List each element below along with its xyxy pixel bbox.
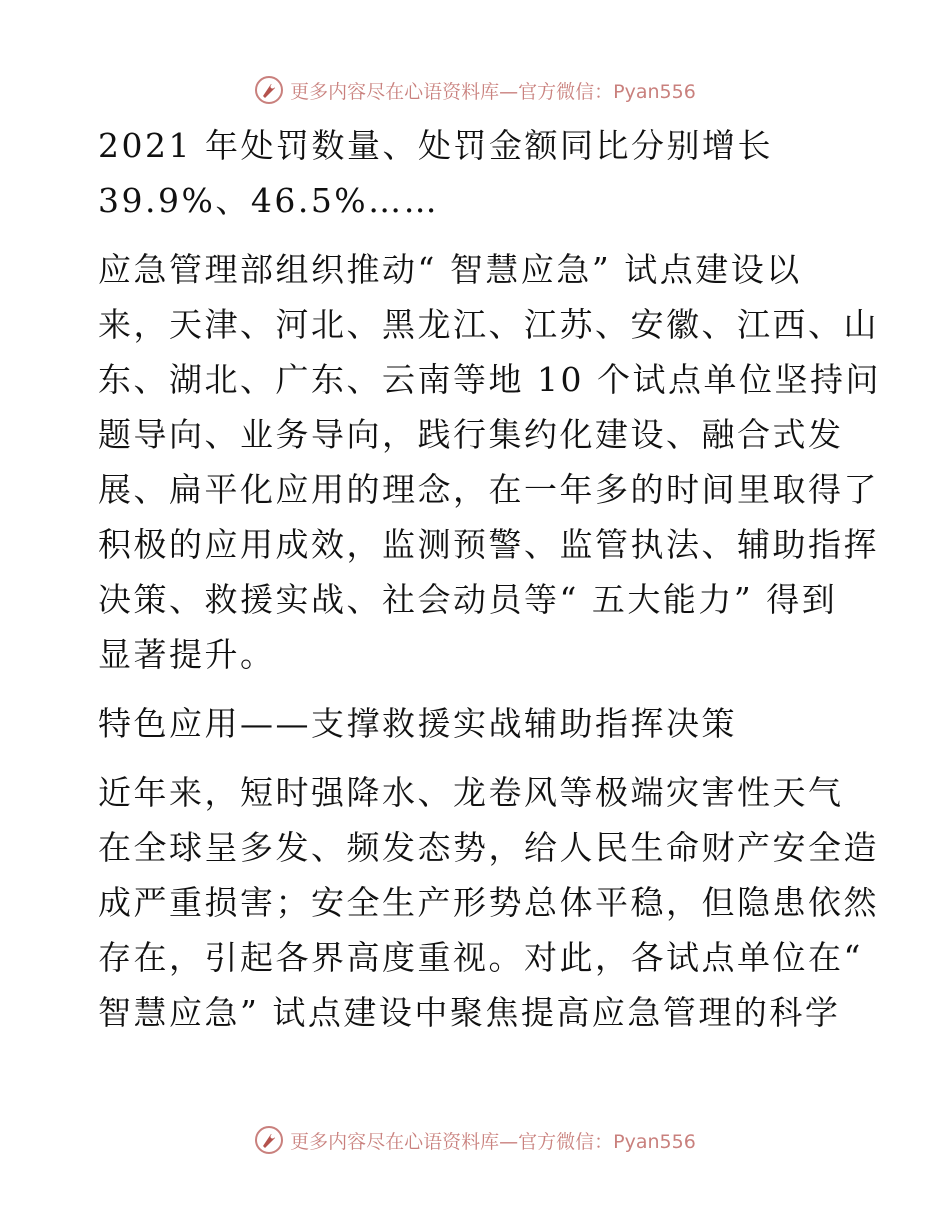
text-line: 题导向、业务导向，践行集约化建设、融合式发 — [98, 415, 844, 454]
pen-nib-icon — [254, 1125, 284, 1155]
text-line: 决策、救援实战、社会动员等“ 五大能力” 得到 — [98, 580, 838, 619]
pen-nib-icon — [254, 75, 284, 105]
text-line: 展、扁平化应用的理念，在一年多的时间里取得了 — [98, 470, 879, 509]
text-line: 在全球呈多发、频发态势，给人民生命财产安全造 — [98, 828, 879, 867]
text-line: 智慧应急” 试点建设中聚焦提高应急管理的科学 — [98, 993, 841, 1032]
section-heading: 特色应用——支撑救援实战辅助指挥决策 — [98, 704, 737, 743]
text-line: 应急管理部组织推动“ 智慧应急” 试点建设以 — [98, 250, 802, 289]
text-line: 近年来，短时强降水、龙卷风等极端灾害性天气 — [98, 773, 844, 812]
text-line: 成严重损害；安全生产形势总体平稳，但隐患依然 — [98, 883, 879, 922]
footer-watermark — [0, 1122, 950, 1158]
header-watermark — [0, 72, 950, 108]
watermark-text: 更多内容尽在心语资料库—官方微信：Pyan556 — [290, 80, 696, 103]
document-body — [98, 118, 881, 1040]
text-line: 2021 年处罚数量、处罚金额同比分别增长 — [98, 126, 773, 165]
text-line: 显著提升。 — [98, 635, 276, 674]
text-line: 东、湖北、广东、云南等地 10 个试点单位坚持问 — [98, 360, 881, 399]
text-line: 存在，引起各界高度重视。对此，各试点单位在“ — [98, 938, 863, 977]
text-line: 来，天津、河北、黑龙江、江苏、安徽、江西、山 — [98, 305, 879, 344]
text-line: 39.9%、46.5%…… — [98, 181, 440, 220]
watermark-text: 更多内容尽在心语资料库—官方微信：Pyan556 — [290, 1130, 696, 1153]
text-line: 积极的应用成效，监测预警、监管执法、辅助指挥 — [98, 525, 879, 564]
